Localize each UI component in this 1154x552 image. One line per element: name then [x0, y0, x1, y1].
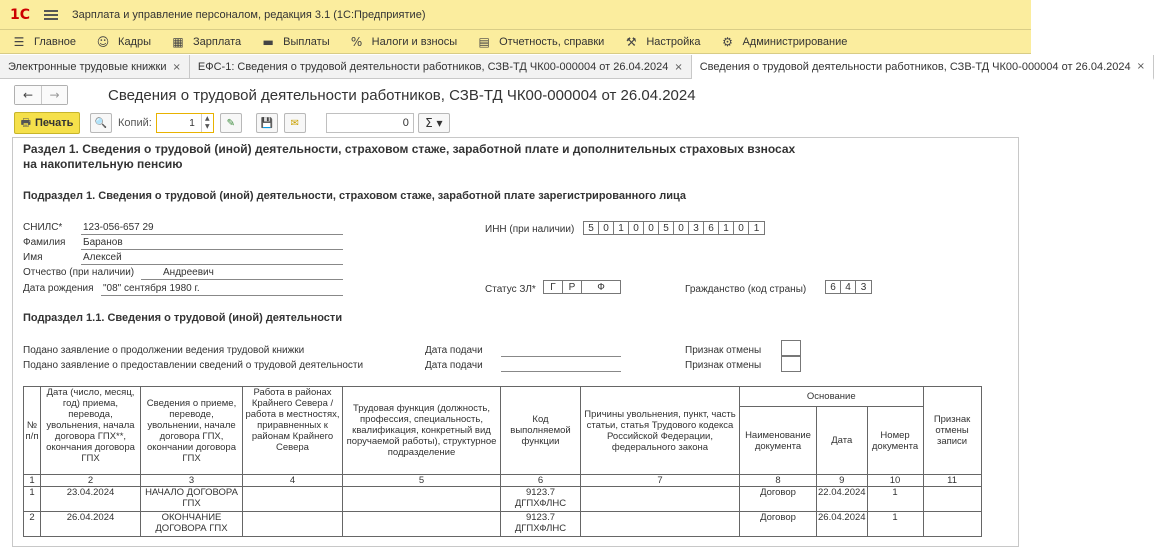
menu-item-label: Отчетность, справки — [499, 35, 605, 48]
tab-print-form[interactable] — [692, 55, 1154, 80]
close-icon[interactable]: × — [674, 61, 683, 73]
column-number: 3 — [141, 475, 243, 487]
patronymic-underline — [141, 279, 343, 280]
column-number: 7 — [581, 475, 740, 487]
menu-item-taxes[interactable] — [350, 35, 458, 49]
inn-digit: 0 — [734, 222, 749, 234]
inn-digit: 0 — [644, 222, 659, 234]
sum-field[interactable]: 0 — [326, 113, 414, 133]
column-number: 5 — [343, 475, 501, 487]
percent-icon: % — [350, 34, 363, 49]
row-doc-name: Договор — [740, 512, 817, 537]
app-title: Зарплата и управление персоналом, редакция 3.1 (1С:Предприятие) — [72, 8, 426, 21]
section1-title: Раздел 1. Сведения о трудовой (иной) деятельности, страховом стаже, заработной плате и дополнительных страховых взносах на накопительную пенсию — [23, 142, 796, 171]
gear-icon: ⚙ — [722, 34, 733, 49]
snils-underline — [81, 234, 343, 235]
print-button-label: Печать — [34, 117, 74, 129]
continue-book-label: Подано заявление о продолжении ведения трудовой книжки — [23, 345, 305, 356]
menu-item-salary[interactable] — [171, 35, 241, 49]
row-event: ОКОНЧАНИЕ ДОГОВОРА ГПХ — [141, 512, 243, 537]
close-icon[interactable]: × — [172, 61, 181, 73]
row-doc-number: 1 — [867, 487, 923, 512]
preview-button[interactable] — [90, 113, 112, 133]
print-form — [12, 137, 1019, 547]
menu-item-main[interactable] — [12, 35, 76, 49]
menu-item-label: Зарплата — [193, 35, 242, 48]
row-dismissal-reason — [581, 512, 740, 537]
status-cell: Р — [563, 281, 582, 293]
forward-arrow-icon[interactable]: → — [41, 86, 67, 104]
copies-input[interactable] — [156, 113, 214, 133]
name-underline — [81, 264, 343, 265]
tab-label: Сведения о трудовой деятельности работников, СЗВ-ТД ЧК00-000004 от 26.04.2024 — [699, 60, 1131, 73]
row-job-function — [343, 512, 501, 537]
column-number: 8 — [740, 475, 817, 487]
header-north-work: Работа в районах Крайнего Севера / работа в местностях, приравненных к районам Крайнего Севера — [243, 387, 343, 475]
print-button[interactable] — [14, 112, 80, 134]
header-doc-number: Номер документа — [867, 407, 923, 475]
header-date: Дата (число, месяц, год) приема, перевода, увольнения, начала договора ГПХ**, окончания договора ГПХ — [41, 387, 141, 475]
tab-efs1-document[interactable] — [190, 55, 692, 79]
row-doc-number: 1 — [867, 512, 923, 537]
toolbar — [0, 111, 1031, 135]
status-cell: Ф — [597, 281, 605, 293]
row-doc-date: 22.04.2024 — [817, 487, 868, 512]
citizenship-cell: 4 — [841, 281, 856, 293]
status-cell: Г — [544, 281, 563, 293]
inn-digit: 5 — [659, 222, 674, 234]
inn-digit: 0 — [599, 222, 614, 234]
title-bar — [0, 0, 1031, 30]
column-number: 4 — [243, 475, 343, 487]
row-number: 1 — [24, 487, 41, 512]
birth-date-underline — [101, 295, 343, 296]
header-basis: Основание — [740, 387, 924, 407]
row-north-work — [243, 512, 343, 537]
subsection1-title: Подраздел 1. Сведения о трудовой (иной) деятельности, страховом стаже, заработной плате зарегистрированного лица — [23, 190, 686, 202]
open-tabs — [0, 55, 1145, 79]
citizenship-cells — [825, 280, 872, 294]
surname-value: Баранов — [83, 237, 123, 248]
people-icon: ☺ — [96, 34, 110, 49]
date-filed-underline — [501, 371, 621, 372]
row-cancel-sign — [923, 512, 981, 537]
report-icon: ▤ — [478, 34, 490, 49]
row-event: НАЧАЛО ДОГОВОРА ГПХ — [141, 487, 243, 512]
money-icon: ▬ — [262, 34, 274, 49]
magnifier-icon: 🔍 — [94, 117, 108, 129]
header-cancel-sign: Признак отмены записи — [923, 387, 981, 475]
menu-item-label: Настройка — [646, 35, 701, 48]
menu-item-reports[interactable] — [477, 35, 604, 49]
citizenship-label: Гражданство (код страны) — [685, 284, 807, 295]
column-number: 2 — [41, 475, 141, 487]
inn-digit: 1 — [614, 222, 629, 234]
name-label: Имя — [23, 252, 43, 263]
inn-digit: 1 — [753, 222, 760, 234]
menu-item-label: Выплаты — [283, 35, 330, 48]
row-function-code: 9123.7 ДГПХФЛНС — [501, 512, 581, 537]
menu-item-hr[interactable] — [96, 35, 151, 49]
row-dismissal-reason — [581, 487, 740, 512]
menu-item-settings[interactable] — [624, 35, 700, 49]
page-title: Сведения о трудовой деятельности работников, СЗВ-ТД ЧК00-000004 от 26.04.2024 — [108, 86, 696, 104]
cancel-sign-label: Признак отмены — [685, 345, 762, 356]
inn-digit: 0 — [674, 222, 689, 234]
status-cells — [543, 280, 621, 294]
provide-info-label: Подано заявление о предоставлении сведений о трудовой деятельности — [23, 360, 364, 371]
spin-icon[interactable]: ▲ ▼ — [201, 114, 213, 132]
name-value: Алексей — [83, 252, 122, 263]
navigation-buttons — [14, 85, 68, 105]
close-icon[interactable]: × — [1136, 61, 1145, 72]
cancel-sign-box — [781, 340, 801, 356]
date-filed-label: Дата подачи — [425, 360, 483, 371]
birth-date-label: Дата рождения — [23, 283, 94, 294]
inn-cells — [583, 221, 765, 235]
header-job-function: Трудовая функция (должность, профессия, специальность, квалификация, конкретный вид поручаемой работы), структурное подразделение — [343, 387, 501, 475]
citizenship-cell: 6 — [826, 281, 841, 293]
header-number: № п/п — [24, 387, 41, 475]
status-label: Статус ЗЛ* — [485, 284, 536, 295]
birth-date-value: "08" сентября 1980 г. — [103, 283, 200, 294]
snils-label: СНИЛС* — [23, 222, 63, 233]
inn-digit: 0 — [629, 222, 644, 234]
back-arrow-icon[interactable]: ← — [15, 86, 41, 104]
form-header — [0, 80, 1031, 110]
table-row — [24, 487, 982, 512]
cancel-sign-box — [781, 356, 801, 372]
subsection11-title: Подраздел 1.1. Сведения о трудовой (иной) деятельности — [23, 312, 343, 324]
column-number: 9 — [817, 475, 868, 487]
work-activity-table — [23, 386, 982, 537]
send-email-button[interactable] — [284, 113, 306, 133]
date-filed-underline — [501, 356, 621, 357]
tab-electronic-work-books[interactable] — [0, 55, 190, 79]
edit-icon: ✎ — [226, 117, 236, 129]
menu-item-label: Главное — [34, 35, 77, 48]
citizenship-cell: 3 — [860, 281, 867, 293]
cancel-sign-label: Признак отмены — [685, 360, 762, 371]
row-date: 26.04.2024 — [41, 512, 141, 537]
row-date: 23.04.2024 — [41, 487, 141, 512]
app-logo: 1С — [10, 6, 31, 23]
inn-digit: 3 — [689, 222, 704, 234]
tab-label: ЕФС-1: Сведения о трудовой деятельности работников, СЗВ-ТД ЧК00-000004 от 26.04.2024 — [197, 61, 669, 73]
save-icon: 💾 — [260, 117, 274, 129]
table-row — [24, 512, 982, 537]
inn-digit: 1 — [719, 222, 734, 234]
row-doc-name: Договор — [740, 487, 817, 512]
date-filed-label: Дата подачи — [425, 345, 483, 356]
snils-value: 123-056-657 29 — [83, 222, 154, 233]
inn-digit: 6 — [704, 222, 719, 234]
header-function-code: Код выполняемой функции — [501, 387, 581, 475]
row-north-work — [243, 487, 343, 512]
menu-item-payments[interactable] — [261, 35, 329, 49]
sections-menu — [0, 30, 1031, 54]
row-doc-date: 26.04.2024 — [817, 512, 868, 537]
row-job-function — [343, 487, 501, 512]
tab-label: Электронные трудовые книжки — [8, 61, 167, 73]
header-doc-date: Дата — [817, 407, 868, 475]
header-hire-info: Сведения о приеме, переводе, увольнении, начале договора ГПХ, окончании договора ГПХ — [141, 387, 243, 475]
wrench-icon: ⚒ — [625, 34, 637, 49]
patronymic-value: Андреевич — [163, 267, 214, 278]
surname-underline — [81, 249, 343, 250]
sum-mode-dropdown[interactable]: Σ ▾ — [418, 113, 450, 133]
envelope-icon: ✉ — [290, 117, 300, 129]
inn-digit: 5 — [584, 222, 599, 234]
patronymic-label: Отчество (при наличии) — [23, 267, 135, 278]
copies-value: 1 — [189, 117, 195, 129]
column-number: 10 — [867, 475, 923, 487]
row-cancel-sign — [923, 487, 981, 512]
column-number: 6 — [501, 475, 581, 487]
printer-icon: 🖶 — [20, 115, 31, 129]
copies-label: Копий: — [118, 117, 152, 129]
inn-label: ИНН (при наличии) — [485, 224, 575, 235]
menu-item-admin[interactable] — [720, 35, 847, 49]
surname-label: Фамилия — [23, 237, 66, 248]
header-dismissal-reason: Причины увольнения, пункт, часть статьи, статья Трудового кодекса Российской Федерации, федерального закона — [581, 387, 740, 475]
menu-item-label: Налоги и взносы — [371, 35, 458, 48]
save-button[interactable] — [256, 113, 278, 133]
column-number: 1 — [24, 475, 41, 487]
row-number: 2 — [24, 512, 41, 537]
main-menu-icon[interactable] — [44, 10, 58, 20]
column-number: 11 — [923, 475, 981, 487]
list-icon: ☰ — [13, 34, 25, 49]
row-function-code: 9123.7 ДГПХФЛНС — [501, 487, 581, 512]
edit-button[interactable] — [220, 113, 242, 133]
calculator-icon: ▦ — [172, 34, 184, 49]
menu-item-label: Администрирование — [742, 35, 848, 48]
header-doc-name: Наименование документа — [740, 407, 817, 475]
menu-item-label: Кадры — [118, 35, 151, 48]
